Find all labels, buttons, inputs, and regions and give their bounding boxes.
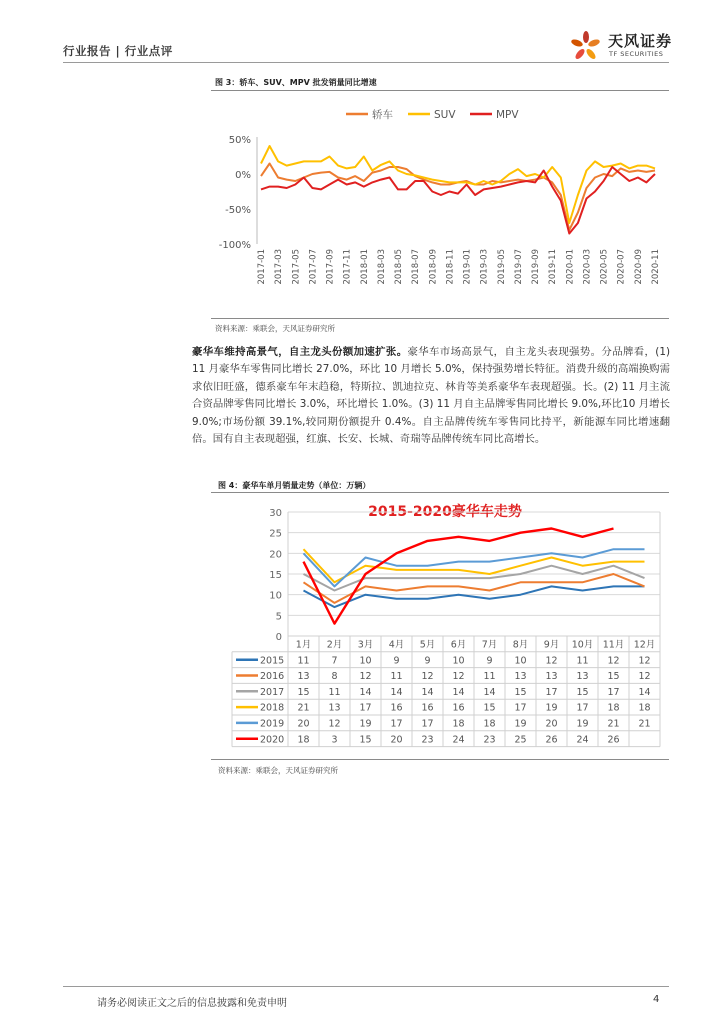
figure4-title: 图 4：豪华车单月销量走势（单位：万辆）	[218, 481, 371, 490]
body-paragraph	[192, 344, 670, 448]
x-tick-label: 2019-05	[496, 249, 507, 285]
table-cell-value: 18	[638, 702, 651, 714]
figure3-bottom-rule	[211, 318, 669, 319]
table-cell-value: 17	[545, 686, 558, 698]
table-cell-value: 14	[390, 686, 403, 698]
y-tick-label: 0%	[235, 170, 251, 181]
table-cell-value: 17	[607, 686, 620, 698]
x-tick-label: 2018-09	[428, 249, 439, 285]
figure3-top-rule	[211, 90, 669, 91]
table-cell-value: 12	[545, 655, 558, 667]
table-cell-value: 18	[452, 718, 465, 730]
x-category-label: 1月	[295, 639, 312, 651]
table-cell-value: 11	[328, 686, 341, 698]
table-cell-value: 13	[514, 671, 527, 683]
y-tick-label: 15	[269, 570, 282, 581]
table-cell-value: 14	[452, 686, 465, 698]
y-tick-label: -100%	[218, 240, 251, 251]
series-line-1	[261, 164, 655, 231]
body-lead: 豪华车维持高景气，自主龙头份额加速扩张。	[192, 346, 408, 358]
legend-label-2016: 2016	[260, 671, 285, 683]
legend-label-3: MPV	[496, 109, 519, 121]
y-tick-label: 5	[275, 611, 282, 623]
table-cell-value: 10	[514, 655, 527, 667]
table-cell-value: 11	[297, 655, 310, 667]
table-cell-value: 19	[359, 718, 372, 730]
x-tick-label: 2020-09	[633, 249, 644, 285]
table-cell-value: 17	[390, 718, 403, 730]
x-category-label: 2月	[326, 639, 343, 651]
table-cell-value: 16	[390, 702, 403, 714]
table-cell-value: 15	[576, 686, 589, 698]
table-cell-value: 14	[359, 686, 372, 698]
table-cell-value: 3	[331, 734, 338, 746]
logo-text-cn: 天风证券	[608, 32, 673, 50]
figure4-top-rule	[211, 492, 669, 493]
legend-label-1: 轿车	[372, 109, 393, 121]
table-cell-value: 19	[514, 718, 527, 730]
table-cell-value: 12	[328, 718, 341, 730]
figure3-title: 图 3：轿车、SUV、MPV 批发销量同比增速	[215, 78, 377, 87]
table-cell-value: 9	[393, 655, 400, 667]
table-cell-value: 14	[638, 686, 651, 698]
table-cell-value: 11	[576, 655, 589, 667]
legend-label-2: SUV	[434, 109, 456, 121]
table-cell-value: 12	[638, 655, 651, 667]
table-cell-value: 20	[390, 734, 403, 746]
table-cell-value: 15	[483, 702, 496, 714]
x-category-label: 9月	[543, 639, 560, 651]
y-tick-label: 30	[269, 508, 282, 519]
series-line-2017	[304, 566, 645, 591]
header-divider	[63, 62, 669, 63]
x-category-label: 3月	[357, 639, 374, 651]
table-cell-value: 23	[421, 734, 434, 746]
x-category-label: 10月	[571, 639, 594, 651]
table-cell-value: 24	[576, 734, 589, 746]
figure4-source: 资料来源：乘联会，天风证券研究所	[218, 766, 338, 775]
report-category-header: 行业报告 | 行业点评	[63, 44, 173, 58]
x-tick-label: 2020-01	[565, 249, 576, 285]
table-cell-value: 12	[607, 655, 620, 667]
x-tick-label: 2017-01	[257, 249, 267, 285]
table-cell-value: 15	[359, 734, 372, 746]
x-tick-label: 2018-01	[359, 249, 370, 285]
table-cell-value: 12	[359, 671, 372, 683]
table-cell-value: 20	[545, 718, 558, 730]
table-cell-value: 14	[483, 686, 496, 698]
table-cell-value: 24	[452, 734, 465, 746]
x-category-label: 4月	[388, 639, 405, 651]
x-category-label: 11月	[602, 639, 625, 651]
table-cell-value: 18	[297, 734, 310, 746]
y-tick-label: 0	[275, 632, 282, 643]
table-cell-value: 21	[638, 718, 651, 730]
table-cell-value: 13	[328, 702, 341, 714]
table-cell-value: 8	[331, 671, 338, 683]
table-cell-value: 17	[514, 702, 527, 714]
table-cell-value: 14	[421, 686, 434, 698]
table-cell-value: 17	[359, 702, 372, 714]
x-tick-label: 2019-11	[548, 249, 559, 285]
table-cell-value: 15	[297, 686, 310, 698]
table-cell-value: 11	[390, 671, 403, 683]
figure3-source: 资料来源：乘联会，天风证券研究所	[215, 324, 335, 333]
x-tick-label: 2018-07	[411, 249, 422, 285]
table-cell-value: 26	[545, 734, 558, 746]
x-tick-label: 2019-09	[531, 249, 542, 285]
series-line-2	[261, 146, 655, 223]
table-cell-value: 13	[545, 671, 558, 683]
x-tick-label: 2018-05	[394, 249, 405, 285]
series-line-2019	[304, 549, 645, 586]
table-cell-value: 19	[545, 702, 558, 714]
table-cell-value: 18	[607, 702, 620, 714]
legend-label-2015: 2015	[260, 655, 285, 667]
table-cell-value: 13	[576, 671, 589, 683]
legend-label-2019: 2019	[260, 718, 285, 730]
table-cell-value: 15	[607, 671, 620, 683]
table-cell-value: 23	[483, 734, 496, 746]
x-tick-label: 2020-05	[599, 249, 610, 285]
legend-label-2020: 2020	[260, 734, 285, 746]
series-line-2020	[304, 529, 614, 624]
y-tick-label: 20	[269, 549, 282, 561]
y-tick-label: -50%	[225, 205, 251, 216]
table-cell-value: 16	[452, 702, 465, 714]
table-cell-value: 12	[421, 671, 434, 683]
table-cell-value: 10	[452, 655, 465, 667]
table-cell-value: 25	[514, 734, 527, 746]
table-cell-value: 20	[297, 718, 310, 730]
x-tick-label: 2017-11	[342, 249, 353, 285]
disclaimer-footer: 请务必阅读正文之后的信息披露和免责申明	[97, 998, 287, 1009]
x-category-label: 6月	[450, 639, 467, 651]
table-cell-value: 15	[514, 686, 527, 698]
figure4-bottom-rule	[211, 759, 669, 760]
table-cell-value: 9	[424, 655, 431, 667]
table-cell-value: 17	[421, 718, 434, 730]
footer-divider	[63, 986, 669, 987]
x-tick-label: 2019-01	[462, 249, 473, 285]
logo-text-en: TF SECURITIES	[609, 50, 664, 58]
x-tick-label: 2020-11	[651, 249, 661, 285]
table-cell-value: 21	[607, 718, 620, 730]
x-tick-label: 2018-11	[445, 249, 456, 285]
y-tick-label: 25	[269, 528, 282, 540]
x-tick-label: 2017-03	[274, 249, 285, 285]
x-category-label: 5月	[419, 639, 436, 651]
table-cell-value: 10	[359, 655, 372, 667]
table-cell-value: 9	[486, 655, 493, 667]
y-tick-label: 10	[269, 590, 282, 602]
figure4-line-chart	[230, 495, 665, 753]
legend-label-2017: 2017	[260, 686, 285, 698]
table-cell-value: 21	[297, 702, 310, 714]
figure3-line-chart	[211, 94, 669, 316]
table-cell-value: 7	[331, 655, 338, 667]
x-tick-label: 2020-07	[616, 249, 627, 285]
table-cell-value: 11	[483, 671, 496, 683]
x-tick-label: 2020-03	[582, 249, 593, 285]
legend-label-2018: 2018	[260, 702, 285, 714]
x-tick-label: 2019-07	[513, 249, 524, 285]
table-cell-value: 26	[607, 734, 620, 746]
x-tick-label: 2019-03	[479, 249, 490, 285]
x-category-label: 8月	[512, 639, 529, 651]
table-cell-value: 12	[452, 671, 465, 683]
x-tick-label: 2017-07	[308, 249, 319, 285]
table-cell-value: 17	[576, 702, 589, 714]
page-number: 4	[653, 994, 660, 1005]
x-category-label: 12月	[633, 639, 656, 651]
x-tick-label: 2018-03	[376, 249, 387, 285]
table-cell-value: 18	[483, 718, 496, 730]
chart-title: 2015-2020豪华车走势	[368, 504, 522, 520]
table-cell-value: 13	[297, 671, 310, 683]
table-cell-value: 16	[421, 702, 434, 714]
x-tick-label: 2017-05	[291, 249, 302, 285]
x-tick-label: 2017-09	[325, 249, 336, 285]
table-cell-value: 19	[576, 718, 589, 730]
table-cell-value: 12	[638, 671, 651, 683]
body-text: 豪华车市场高景气，自主龙头表现强势。分品牌看，(1) 11 月豪华车零售同比增长 27.0%，环比 10 月增长 5.0%，保持强势增长特征。消费升级的高端换购需求依旧旺盛，德系豪车年末趋稳，特斯拉、凯迪拉克、林肯等美系豪华车表现超强。长。(2) 11 月主流合资品牌零售同比增长 3.0%，环比增长 1.0%。(3) 11 月自主品牌零售同比增长 9.0%,环比10 月增长 9.0%;市场份额 39.1%,较同期份额提升 0.4%。自主品牌传统车零售同比持平，新能源车同比增速翻倍。国有自主表现超强，红旗、长安、长城、奇瑞等品牌传统车同比高增长。	[192, 346, 671, 446]
y-tick-label: 50%	[228, 135, 251, 146]
x-category-label: 7月	[481, 639, 498, 651]
